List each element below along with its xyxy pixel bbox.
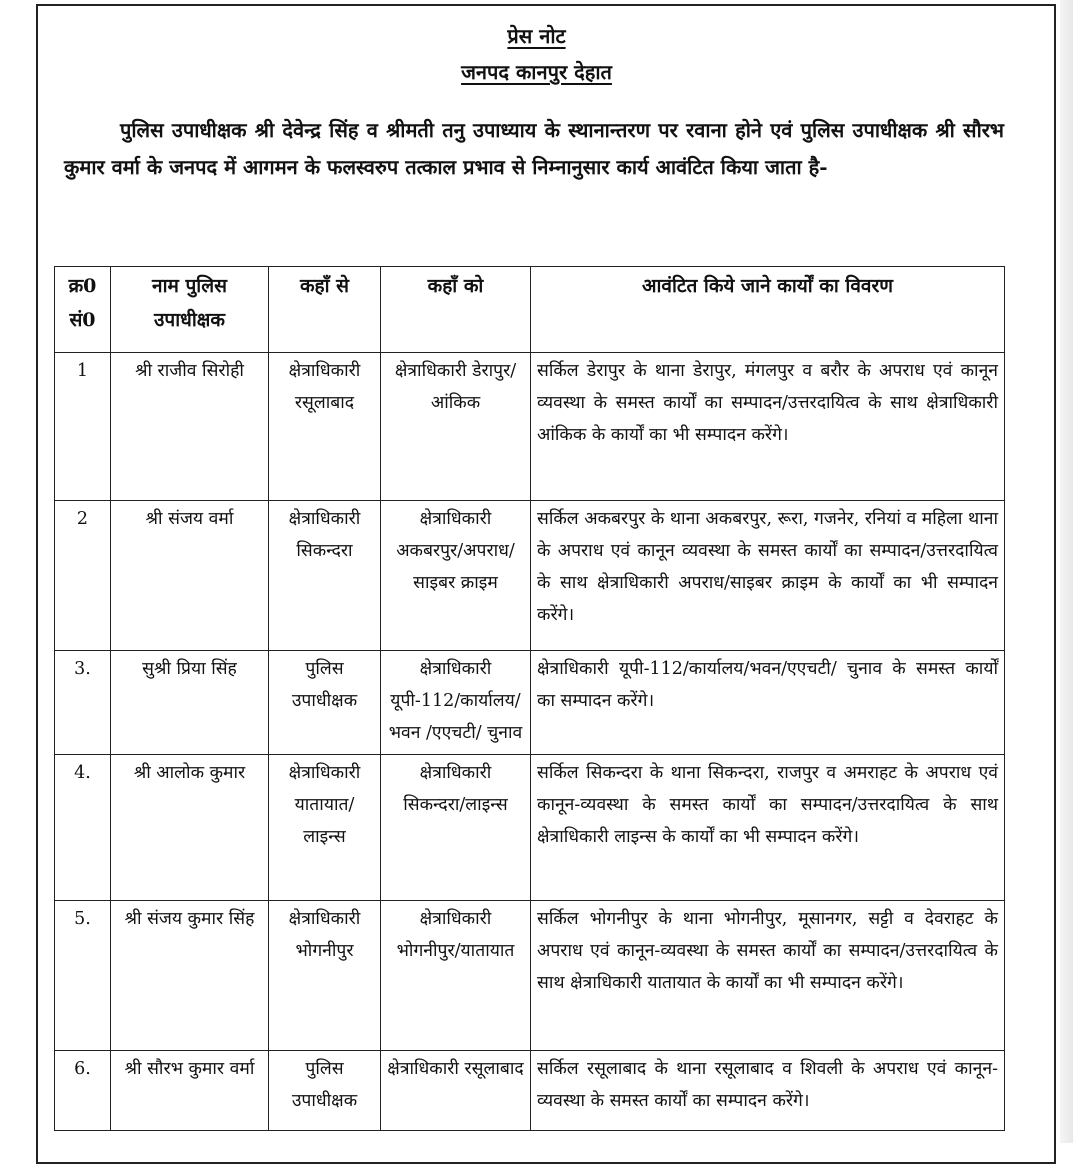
cell-description: सर्किल अकबरपुर के थाना अकबरपुर, रूरा, गजनेर, रनियां व महिला थाना के अपराध एवं कानून व्यवस्था के समस्त कार्यों का सम्पादन/उत्तरदायित्व के साथ क्षेत्राधिकारी अपराध/साइबर क्राइम के कार्यों का भी सम्पादन करेंगे।	[531, 501, 1005, 651]
table-row	[55, 501, 1005, 651]
cell-name: श्री आलोक कुमार	[111, 755, 269, 901]
cell-name: श्री संजय वर्मा	[111, 501, 269, 651]
table-row	[55, 353, 1005, 501]
header-serial: क्र0 सं0	[55, 267, 111, 353]
cell-description: सर्किल सिकन्दरा के थाना सिकन्दरा, राजपुर व अमराहट के अपराध एवं कानून-व्यवस्था के समस्त कार्यों का सम्पादन/उत्तरदायित्व के साथ क्षेत्राधिकारी लाइन्स के कार्यों का भी सम्पादन करेंगे।	[531, 755, 1005, 901]
cell-name: श्री संजय कुमार सिंह	[111, 901, 269, 1051]
table-row	[55, 651, 1005, 755]
document-subtitle: जनपद कानपुर देहात	[461, 60, 612, 84]
cell-to: क्षेत्राधिकारी डेरापुर/आंकिक	[381, 353, 531, 501]
cell-from: क्षेत्राधिकारी यातायात/ लाइन्स	[269, 755, 381, 901]
cell-serial: 5.	[55, 901, 111, 1051]
cell-serial: 1	[55, 353, 111, 501]
cell-name: सुश्री प्रिया सिंह	[111, 651, 269, 755]
cell-serial: 2	[55, 501, 111, 651]
cell-description: क्षेत्राधिकारी यूपी-112/कार्यालय/भवन/एएचटी/ चुनाव के समस्त कार्यों का सम्पादन करेंगे।	[531, 651, 1005, 755]
cell-from: क्षेत्राधिकारी भोगनीपुर	[269, 901, 381, 1051]
cell-to: क्षेत्राधिकारी यूपी-112/कार्यालय/भवन /एएचटी/ चुनाव	[381, 651, 531, 755]
page-edge	[1060, 0, 1073, 1143]
header-description: आवंटित किये जाने कार्यों का विवरण	[531, 267, 1005, 353]
cell-to: क्षेत्राधिकारी सिकन्दरा/लाइन्स	[381, 755, 531, 901]
cell-to: क्षेत्राधिकारी रसूलाबाद	[381, 1051, 531, 1131]
table-row	[55, 755, 1005, 901]
intro-paragraph: पुलिस उपाधीक्षक श्री देवेन्द्र सिंह व श्रीमती तनु उपाध्याय के स्थानान्तरण पर रवाना होने एवं पुलिस उपाधीक्षक श्री सौरभ कुमार वर्मा के जनपद में आगमन के फलस्वरुप तत्काल प्रभाव से निम्नानुसार कार्य आवंटित किया जाता है-	[64, 118, 1004, 179]
header-name: नाम पुलिस उपाधीक्षक	[111, 267, 269, 353]
cell-description: सर्किल डेरापुर के थाना डेरापुर, मंगलपुर व बरौर के अपराध एवं कानून व्यवस्था के समस्त कार्यों का सम्पादन/उत्तरदायित्व के साथ क्षेत्राधिकारी आंकिक के कार्यों का भी सम्पादन करेंगे।	[531, 353, 1005, 501]
header-to: कहाँ को	[381, 267, 531, 353]
cell-from: क्षेत्राधिकारी सिकन्दरा	[269, 501, 381, 651]
table-header-row	[55, 267, 1005, 353]
cell-from: क्षेत्राधिकारी रसूलाबाद	[269, 353, 381, 501]
cell-from: पुलिस उपाधीक्षक	[269, 1051, 381, 1131]
cell-serial: 3.	[55, 651, 111, 755]
cell-description: सर्किल रसूलाबाद के थाना रसूलाबाद व शिवली के अपराध एवं कानून-व्यवस्था के समस्त कार्यों का सम्पादन करेंगे।	[531, 1051, 1005, 1131]
cell-serial: 4.	[55, 755, 111, 901]
cell-from: पुलिस उपाधीक्षक	[269, 651, 381, 755]
table-row	[55, 901, 1005, 1051]
cell-description: सर्किल भोगनीपुर के थाना भोगनीपुर, मूसानगर, सट्टी व देवराहट के अपराध एवं कानून-व्यवस्था के समस्त कार्यों का सम्पादन/उत्तरदायित्व के साथ क्षेत्राधिकारी यातायात के कार्यों का भी सम्पादन करेंगे।	[531, 901, 1005, 1051]
cell-serial: 6.	[55, 1051, 111, 1131]
document-title: प्रेस नोट	[507, 24, 566, 48]
header-from: कहाँ से	[269, 267, 381, 353]
cell-name: श्री सौरभ कुमार वर्मा	[111, 1051, 269, 1131]
table-row	[55, 1051, 1005, 1131]
cell-to: क्षेत्राधिकारी भोगनीपुर/यातायात	[381, 901, 531, 1051]
cell-name: श्री राजीव सिरोही	[111, 353, 269, 501]
cell-to: क्षेत्राधिकारी अकबरपुर/अपराध/ साइबर क्राइम	[381, 501, 531, 651]
assignment-table	[54, 266, 1005, 1131]
